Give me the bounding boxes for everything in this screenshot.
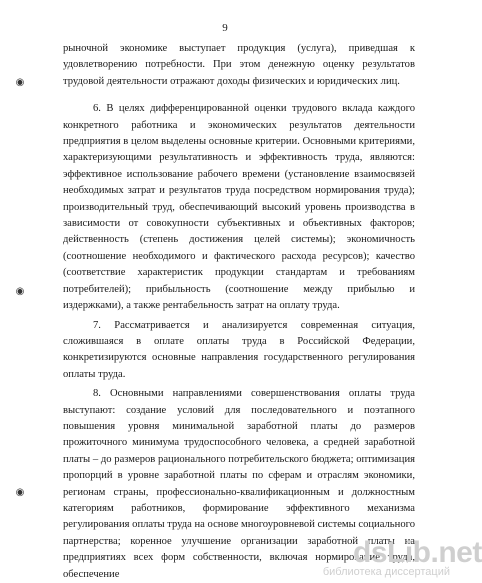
paragraph-8: 8. Основными направлениями совершенствования оплаты труда выступают: создание условий для последовательного и поэтапного повышения уровня минимальной заработной платы до размеров прожиточного минимума трудоспособного человека, а средней заработной платы – до размеров рационального потребительского бюджета; оптимизация пропорций в уровне заработной платы по сферам и отраслям экономики, регионам страны, профессионально-квалификационным и должностным категориям работников, формирование эффективного механизма регулирования оплаты труда на основе многоуровневой системы социального партнерства; коренное улучшение организации заработной платы на предприятиях всех форм собственности, включая нормирование труда, обеспечение	[63, 388, 415, 580]
binding-hole-mark: ◉	[15, 487, 25, 498]
watermark	[265, 536, 482, 582]
paragraph-7: 7. Рассматривается и анализируется современная ситуация, сложившаяся в оплате оплаты труда в Российской Федерации, конкретизируются основные направления государственного регулирования оплаты труда.	[63, 319, 415, 380]
watermark-logo: dsLib.net	[353, 536, 482, 569]
binding-hole-mark: ◉	[15, 77, 25, 88]
page-number: 9	[222, 22, 228, 34]
paragraph-continuation: рыночной экономике выступает продукция (услуга), приведшая к удовлетворению потребности. При этом денежную оценку результатов трудовой деятельности отражают доходы физических и юридических лиц.	[63, 43, 415, 87]
binding-hole-mark: ◉	[15, 286, 25, 297]
watermark-subtitle: библиотека диссертаций	[322, 566, 450, 578]
body-text	[63, 41, 415, 583]
paragraph-6: 6. В целях дифференцированной оценки трудового вклада каждого конкретного работника и экономических результатов деятельности предприятия в целом выделены основные критерии. Основными критериями, характеризующими результативность и эффективность труда, являются: эффективное использование рабочего времени (установление взаимосвязей необходимых затрат и результатов труда посредством нормирования труда); производительный труд, обеспечивающий высокий уровень производства в зависимости от совокупности субъективных и объективных факторов; действенность (степень достижения целей системы); экономичность (соотношение необходимого и фактического расхода ресурсов); качество (соответствие характеристик продукции стандартам и требованиям потребителей); прибыльность (соотношение между прибылью и издержками), а также рентабельность затрат на оплату труда.	[63, 103, 415, 312]
